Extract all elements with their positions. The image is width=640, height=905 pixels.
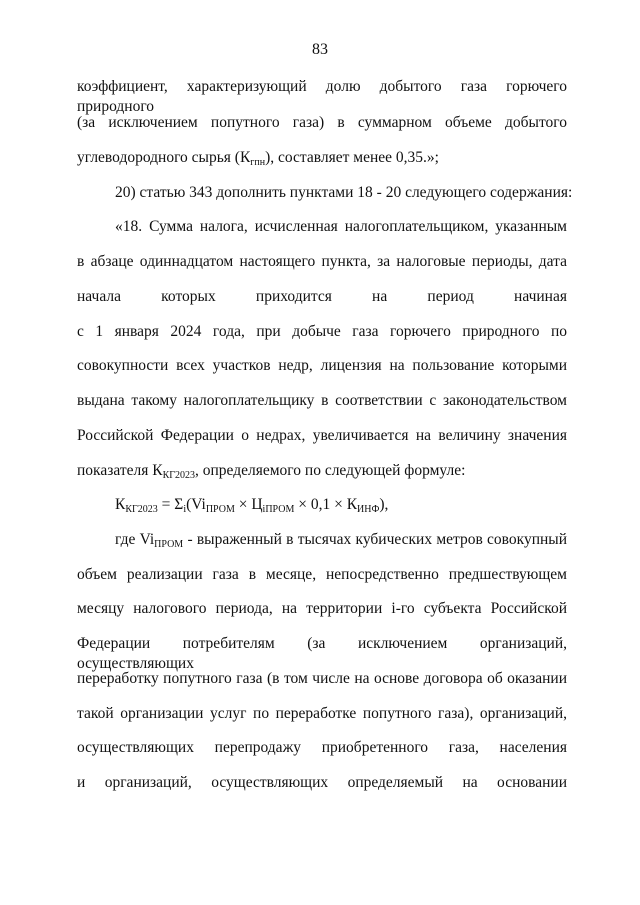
subscript: ПРОМ [205,504,235,515]
text-segment: с 1 января 2024 года, при добыче газа горючего природного по [77,323,567,340]
text-segment: совокупности всех участков недр, лицензия на пользование которыми [77,357,567,374]
text-line [77,391,567,411]
text-segment: × 0,1 × К [294,496,358,513]
subscript: i [183,504,187,515]
text-segment: × Ц [234,496,263,513]
text-segment: месяцу налогового периода, на территории i-го субъекта Российской [77,600,567,617]
text-line [77,669,567,689]
text-segment: углеводородного сырья (К [77,149,251,166]
text-segment: 20) статью 343 дополнить пунктами 18 - 20 следующего содержания: [115,184,573,201]
text-segment: и организаций, осуществляющих определяемый на основании [77,774,567,791]
subscript: КГ2023 [125,504,158,515]
text-segment: объем реализации газа в месяце, непосредственно предшествующем [77,566,567,583]
text-segment: ), составляет менее 0,35.»; [265,149,439,166]
text-line [115,183,573,203]
text-line [77,148,567,168]
text-segment: (за исключением попутного газа) в суммарном объеме добытого [77,114,567,131]
text-segment: где Vi [115,531,155,548]
text-segment: выдана такому налогоплательщику в соответствии с законодательством [77,392,567,409]
text-line [77,565,567,585]
text-line [77,356,567,376]
text-segment: (Vi [186,496,206,513]
text-line [77,773,567,793]
text-segment: показателя К [77,462,163,479]
text-segment: коэффициент, характеризующий долю добытого газа горючего природного [77,78,567,115]
text-segment: - выраженный в тысячах кубических метров совокупный [183,531,568,548]
subscript: ПРОМ [154,539,184,550]
subscript: гпн [250,157,266,168]
subscript: iПРОМ [262,504,295,515]
text-line [77,322,567,342]
text-segment: = Σ [157,496,184,513]
text-line [77,738,567,758]
text-segment: ), [379,496,389,513]
text-line [77,461,567,481]
text-line [77,704,567,724]
text-line [77,599,567,619]
text-line [77,77,567,115]
text-segment: в абзаце одиннадцатом настоящего пункта, за налоговые периоды, дата [77,253,567,270]
text-segment: такой организации услуг по переработке попутного газа), организаций, [77,705,567,722]
text-line [77,113,567,133]
text-line [77,287,567,307]
text-line [77,634,567,672]
text-segment: переработку попутного газа (в том числе на основе договора об оказании [77,670,567,687]
text-line [77,426,567,446]
text-segment: «18. Сумма налога, исчисленная налогоплательщиком, указанным [115,218,567,235]
subscript: ИНФ [357,504,380,515]
text-segment: Российской Федерации о недрах, увеличивается на величину значения [77,427,567,444]
page-number: 83 [312,41,328,58]
text-line [77,252,567,272]
text-segment: , определяемого по следующей формуле: [195,462,466,479]
text-line [115,217,567,237]
text-segment: К [115,496,126,513]
text-segment: начала которых приходится на период начиная [77,288,567,305]
formula-line [115,495,567,515]
text-segment: Федерации потребителям (за исключением организаций, осуществляющих [77,635,567,672]
text-segment: осуществляющих перепродажу приобретенного газа, населения [77,739,567,756]
text-line [115,530,567,550]
subscript: КГ2023 [162,470,196,481]
